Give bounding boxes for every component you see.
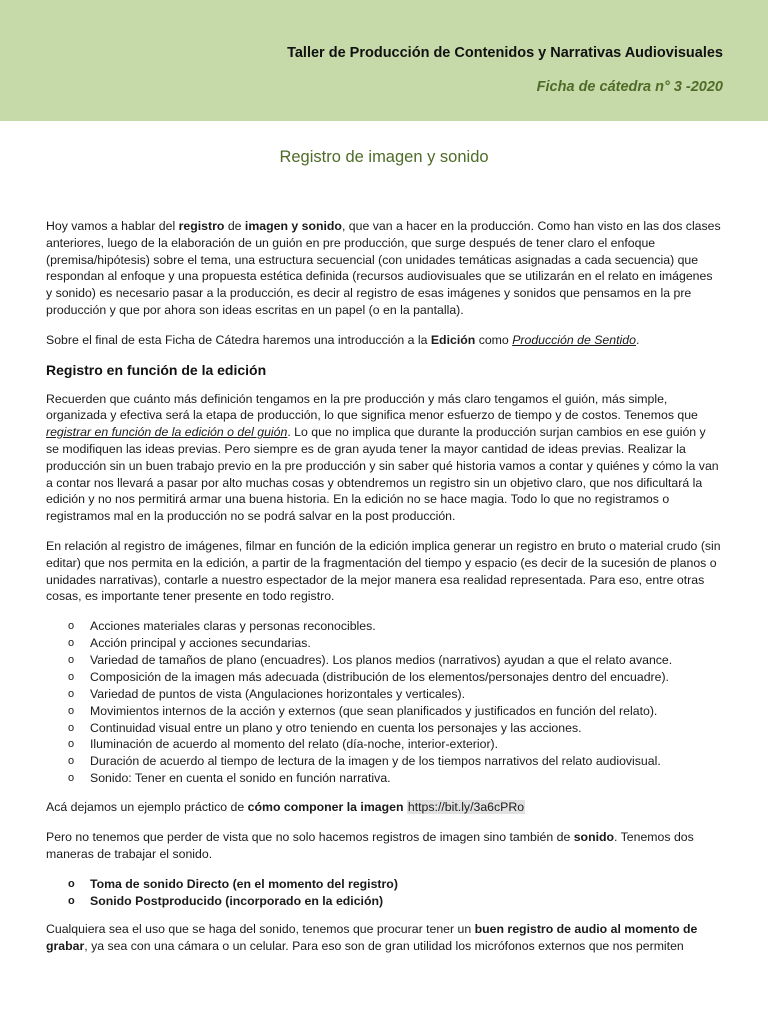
sheet-number: Ficha de cátedra n° 3 -2020	[536, 79, 723, 95]
list-item-text: Acción principal y acciones secundarias.	[90, 636, 311, 651]
list-item-text: Acciones materiales claras y personas reconocibles.	[90, 619, 376, 634]
circle-bullet-icon: o	[68, 721, 75, 734]
circle-bullet-icon: o	[68, 704, 75, 717]
document-body	[46, 218, 722, 968]
list-item-text: Composición de la imagen más adecuada (distribución de los elementos/personajes dentro del encuadre).	[90, 669, 669, 684]
list-item-text: Duración de acuerdo al tiempo de lectura de la imagen y de los tiempos narrativos del relato audiovisual.	[90, 754, 661, 769]
list-item	[46, 736, 722, 753]
circle-bullet-icon: o	[68, 670, 75, 683]
registry-checklist	[46, 618, 722, 787]
list-item	[46, 893, 722, 910]
list-item	[46, 652, 722, 669]
section-heading-registro-edicion: Registro en función de la edición	[46, 361, 267, 378]
document-title: Registro de imagen y sonido	[279, 148, 489, 166]
list-item	[46, 669, 722, 686]
list-item	[46, 770, 722, 787]
intro-paragraph: Hoy vamos a hablar del registro de imagen y sonido, que van a hacer en la producción. Como han visto en las dos clases anteriores, luego de la elaboración de un guión en pre producción, que surge después de tener claro el enfoque (premisa/hipótesis) sobre el tema, una estructura secuencial (con unidades temáticas asignadas a cada secuencia) que respondan al enfoque y una propuesta estética definida (recursos audiovisuales que se utilizarán en el relato en imágenes y sonido) es necesario pasar a la producción, es decir al registro de esas imágenes y sonidos que pensamos en la pre producción y que por ahora son ideas escritas en un papel (o en la pantalla).	[46, 219, 721, 317]
course-title: Taller de Producción de Contenidos y Narrativas Audiovisuales	[287, 45, 723, 61]
circle-bullet-icon: o	[68, 620, 75, 633]
circle-bullet-icon: o	[68, 687, 75, 700]
audio-recording-paragraph: Cualquiera sea el uso que se haga del sonido, tenemos que procurar tener un buen registro de audio al momento de grabar, ya sea con una cámara o un celular. Para eso son de gran utilidad los micrófonos externos que nos permiten	[46, 922, 698, 954]
list-item-text: Sonido: Tener en cuenta el sonido en función narrativa.	[90, 771, 391, 786]
circle-bullet-icon: o	[68, 877, 75, 890]
circle-bullet-icon: o	[68, 772, 75, 785]
header-band	[0, 0, 768, 121]
circle-bullet-icon: o	[68, 755, 75, 768]
list-item	[46, 618, 722, 635]
list-item	[46, 720, 722, 737]
edition-intro-paragraph: Sobre el final de esta Ficha de Cátedra haremos una introducción a la Edición como Producción de Sentido.	[46, 332, 640, 347]
list-item	[46, 635, 722, 652]
list-item-text: Iluminación de acuerdo al momento del relato (día-noche, interior-exterior).	[90, 737, 499, 752]
produccion-sentido-link[interactable]: Producción de Sentido	[512, 332, 636, 347]
example-url-link[interactable]: https://bit.ly/3a6cPRo	[407, 800, 525, 815]
circle-bullet-icon: o	[68, 653, 75, 666]
image-registry-paragraph: En relación al registro de imágenes, filmar en función de la edición implica generar un registro en bruto o material crudo (sin editar) que nos permita en la edición, a partir de la fragmentación del tiempo y espacio (es decir de la sucesión de planos o unidades narrativas), contarle a nuestro espectador de la mejor manera esa realidad representada. Para eso, entre otras cosas, es importante tener presente en todo registro.	[46, 538, 721, 604]
sound-methods-list	[46, 876, 722, 910]
sound-paragraph: Pero no tenemos que perder de vista que no solo hacemos registros de imagen sino también de sonido. Tenemos dos maneras de trabajar el sonido.	[46, 830, 694, 861]
list-item-text: Variedad de puntos de vista (Angulaciones horizontales y verticales).	[90, 686, 466, 701]
list-item-text: Variedad de tamaños de plano (encuadres). Los planos medios (narrativos) ayudan a que el relato avance.	[90, 652, 673, 667]
registrar-edicion-link[interactable]: registrar en función de la edición o del guión	[46, 425, 288, 440]
circle-bullet-icon: o	[68, 738, 75, 751]
circle-bullet-icon: o	[68, 894, 75, 907]
list-item-text: Movimientos internos de la acción y externos (que sean planificados y justificados en función del relato).	[90, 703, 658, 718]
list-item	[46, 686, 722, 703]
preproduction-paragraph: Recuerden que cuánto más definición tengamos en la pre producción y más claro tengamos el guión, más simple, organizada y efectiva será la etapa de producción, lo que significa menor esfuerzo de tiempo y de costos. Tenemos que registrar en función de la edición o del guión. Lo que no implica que durante la producción surjan cambios en ese guión y se modifiquen las ideas previas. Pero siempre es de gran ayuda tener la mayor cantidad de ideas previas. Realizar la producción sin un buen trabajo previo en la pre producción y sin saber qué historia vamos a contar y quiénes y cómo la van a contar nos llevará a pasar por alto muchas cosas y obtendremos un registro sin un objetivo claro, que nos dificultará la edición y no nos permitirá armar una buena historia. En la edición no se hace magia. Todo lo que no registramos o registramos mal en la producción no se podrá salvar en la post producción.	[46, 391, 719, 524]
list-item	[46, 753, 722, 770]
list-item	[46, 876, 722, 893]
list-item-text: Sonido Postproducido (incorporado en la edición)	[90, 893, 384, 908]
example-paragraph: Acá dejamos un ejemplo práctico de cómo componer la imagen https://bit.ly/3a6cPRo	[46, 800, 525, 815]
list-item-text: Continuidad visual entre un plano y otro teniendo en cuenta los personajes y las acciones.	[90, 720, 582, 735]
list-item	[46, 703, 722, 720]
list-item-text: Toma de sonido Directo (en el momento del registro)	[90, 876, 398, 891]
circle-bullet-icon: o	[68, 637, 75, 650]
